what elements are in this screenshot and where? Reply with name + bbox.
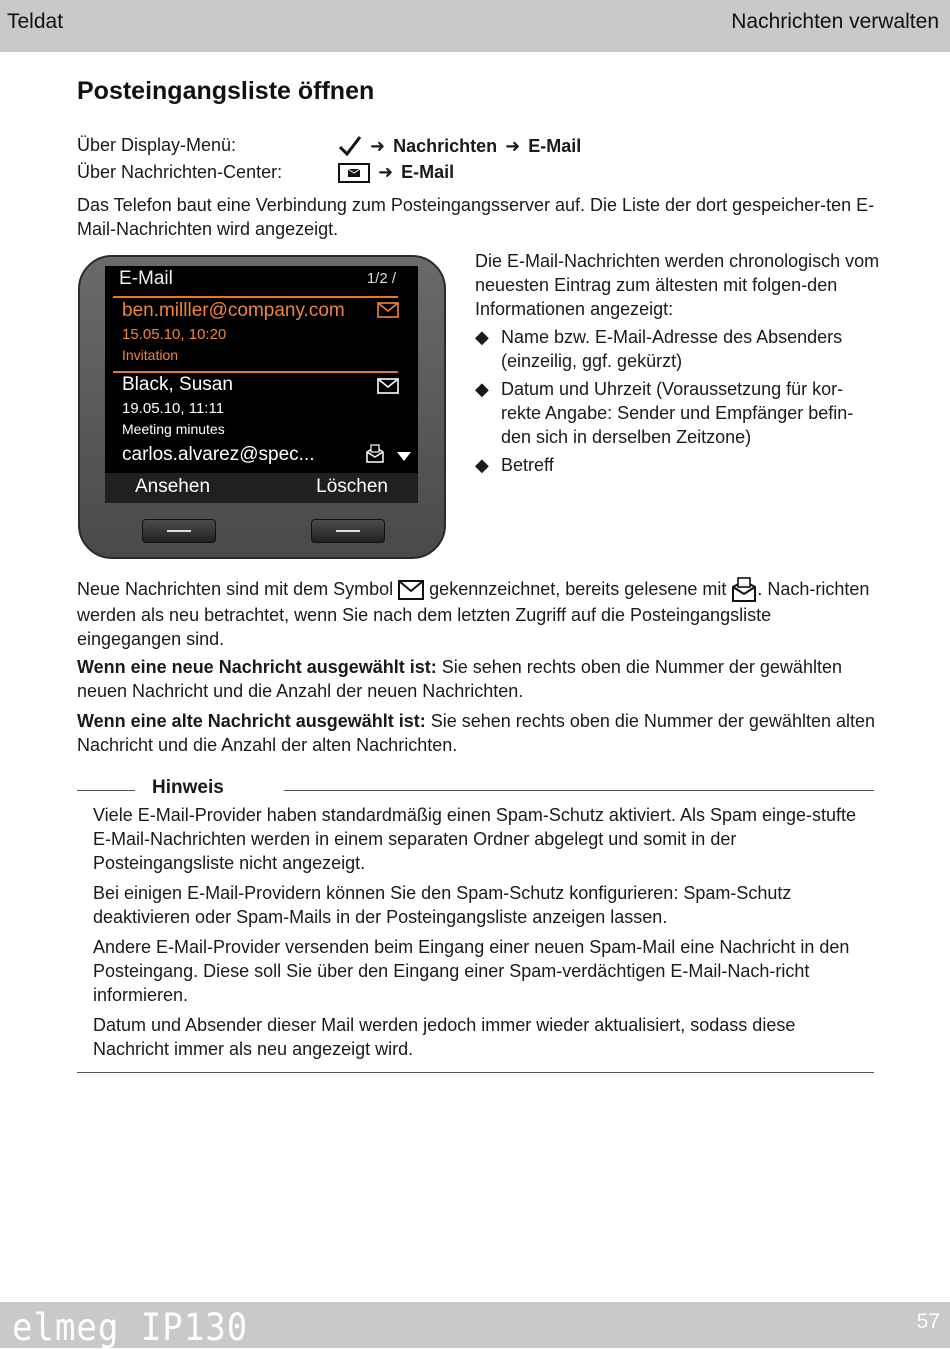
right-softkey-button[interactable] <box>311 519 385 543</box>
note-paragraph: Datum und Absender dieser Mail werden jedoch immer wieder aktualisiert, sodass diese Nachricht immer als neu angezeigt wird. <box>93 1015 796 1059</box>
display-menu-path <box>338 135 581 157</box>
read-mail-icon <box>365 444 385 464</box>
note-rule-left <box>77 790 135 791</box>
selection-line-bottom <box>113 371 398 373</box>
email-date: 19.05.10, 11:11 <box>122 400 225 417</box>
email-sender: ben.milller@company.com <box>122 300 345 321</box>
note-paragraph: Viele E-Mail-Provider haben standardmäßig einen Spam-Schutz aktiviert. Als Spam einge-stufte E-Mail-Nachrichten werden in einem separaten Ordner abgelegt und somit in der Posteingangsliste nicht angezeigt. <box>93 805 857 873</box>
page-number: 57 <box>916 1310 940 1333</box>
new-selected-paragraph: Wenn eine neue Nachricht ausgewählt ist: Sie sehen rechts oben die Nummer der gewählten neuen Nachricht und die Anzahl der neuen Nachrichten. <box>77 657 842 701</box>
note-rule-bottom <box>77 1072 874 1073</box>
arrow-icon: ➜ <box>505 135 521 156</box>
new-mail-icon <box>377 302 399 318</box>
page-header <box>0 0 950 52</box>
email-subject: Meeting minutes <box>122 421 225 437</box>
softkey-bar <box>105 473 418 503</box>
email-subject: Invitation <box>122 347 179 363</box>
path-nachrichten: Nachrichten <box>393 135 498 156</box>
bullet-item: ◆ Name bzw. E-Mail-Adresse des Absenders (einzeilig, ggf. gekürzt) <box>475 327 843 371</box>
scroll-down-icon <box>397 452 411 461</box>
chapter-title: Nachrichten verwalten <box>731 10 939 33</box>
note-title: Hinweis <box>152 777 224 798</box>
old-selected-paragraph: Wenn eine alte Nachricht ausgewählt ist: Sie sehen rechts oben die Nummer der gewählten alten Nachricht und die Anzahl der alten Nachrichten. <box>77 711 876 755</box>
intro-paragraph: Das Telefon baut eine Verbindung zum Posteingangsserver auf. Die Liste der dort gespeicher-ten E-Mail-Nachrichten wird angezeigt. <box>77 195 875 239</box>
note-paragraph: Bei einigen E-Mail-Providern können Sie den Spam-Schutz konfigurieren: Spam-Schutz deaktivieren oder Spam-Mails in der Posteingangsliste anzeigen lassen. <box>93 883 792 927</box>
page-footer <box>0 1302 950 1348</box>
softkey-view[interactable]: Ansehen <box>135 476 211 497</box>
brand-label: Teldat <box>7 10 64 33</box>
email-list-item[interactable] <box>122 444 407 466</box>
path-email: E-Mail <box>401 162 455 182</box>
bullet-item: ◆ Datum und Uhrzeit (Voraussetzung für kor-rekte Angabe: Sender und Empfänger befin-den sich in derselben Zeitzone) <box>475 379 854 447</box>
message-center-key-icon <box>338 163 370 183</box>
symbol-paragraph: Neue Nachrichten sind mit dem Symbol gekennzeichnet, bereits gelesene mit . Nach-richten werden als neu betrachtet, wenn Sie nach dem letzten Zugriff auf die Posteingangsliste eingegangen sind. <box>77 579 870 650</box>
diamond-bullet-icon: ◆ <box>475 327 489 347</box>
path-email: E-Mail <box>528 135 582 156</box>
product-logo: elmeg IP130 <box>12 1306 249 1350</box>
display-menu-label: Über Display-Menü: <box>77 135 237 155</box>
email-list-item-selected[interactable] <box>122 300 407 363</box>
note-paragraph: Andere E-Mail-Provider versenden beim Eingang einer neuen Spam-Mail eine Nachricht in den Posteingang. Diese soll Sie über den Eingang einer Spam-verdächtigen E-Mail-Nach-richt informieren. <box>93 937 850 1005</box>
note-rule-right <box>284 790 874 791</box>
phone-screen <box>105 266 418 503</box>
section-title: Posteingangsliste öffnen <box>77 77 375 105</box>
message-center-label: Über Nachrichten-Center: <box>77 162 283 182</box>
diamond-bullet-icon: ◆ <box>475 379 489 399</box>
screen-title: E-Mail <box>119 268 173 289</box>
arrow-icon: ➜ <box>370 135 386 156</box>
side-description <box>475 249 880 477</box>
selection-line-top <box>113 296 398 298</box>
checkmark-icon <box>338 135 362 157</box>
side-intro: Die E-Mail-Nachrichten werden chronologisch vom neuesten Eintrag zum ältesten mit folgen-den Informationen angezeigt: <box>475 251 880 319</box>
left-softkey-button[interactable] <box>142 519 216 543</box>
screen-counter: 1/2 / <box>366 270 396 287</box>
read-mail-icon <box>731 577 757 603</box>
diamond-bullet-icon: ◆ <box>475 455 489 475</box>
arrow-icon: ➜ <box>378 162 394 182</box>
email-sender: carlos.alvarez@spec... <box>122 444 315 465</box>
email-date: 15.05.10, 10:20 <box>122 326 227 343</box>
email-list-item[interactable] <box>122 374 407 437</box>
message-center-path <box>338 162 454 183</box>
softkey-delete[interactable]: Löschen <box>316 476 388 497</box>
new-mail-icon <box>377 378 399 394</box>
new-mail-icon <box>398 580 424 600</box>
bullet-item: ◆ Betreff <box>475 455 554 475</box>
email-sender: Black, Susan <box>122 374 233 395</box>
